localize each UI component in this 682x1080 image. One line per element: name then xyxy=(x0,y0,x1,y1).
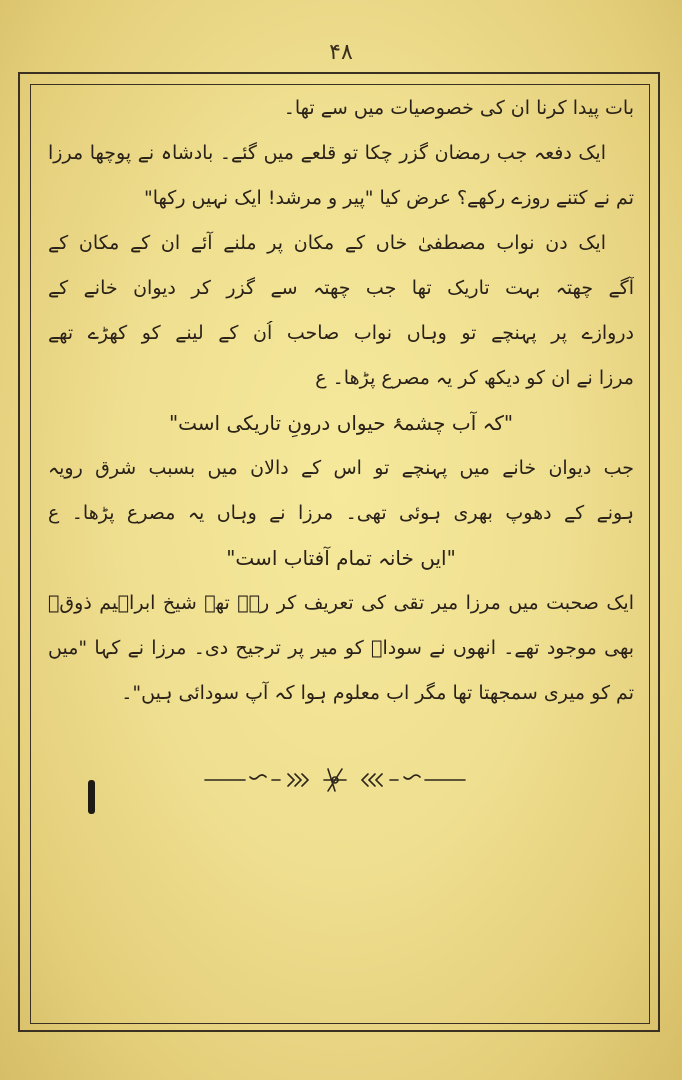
text-line: مرزا نے ان کو دیکھ کر یہ مصرع پڑھا۔ ع xyxy=(315,367,634,389)
ink-mark xyxy=(88,780,95,814)
text-line: ہونے کے دھوپ بھری ہوئی تھی۔ مرزا نے وہاں یہ مصرع پڑھا۔ ع xyxy=(48,502,634,524)
text-line: ایک دفعہ جب رمضان گزر چکا تو قلعے میں گئے۔ بادشاہ نے پوچھا مرزا xyxy=(48,142,606,164)
page-body xyxy=(48,96,634,726)
text-line: آگے چھتہ بہت تاریک تھا جب چھتہ سے گزر کر دیوان خانے کے xyxy=(48,277,634,299)
decorative-divider-icon xyxy=(200,765,470,795)
text-line: جب دیوان خانے میں پہنچے تو اس کے دالان میں بسبب شرق رویہ xyxy=(48,457,634,479)
text-line: دروازے پر پہنچے تو وہاں نواب صاحب اُن کے لینے کو کھڑے تھے xyxy=(48,322,634,344)
text-line: بات پیدا کرنا ان کی خصوصیات میں سے تھا۔ xyxy=(283,97,634,119)
verse-line: "کہ آب چشمۂ حیواں درونِ تاریکی است" xyxy=(168,411,514,435)
text-line: تم نے کتنے روزے رکھے؟ عرض کیا "پیر و مرشد! ایک نہیں رکھا" xyxy=(144,187,634,209)
text-line: بھی موجود تھے۔ انھوں نے سوداؔ کو میر پر ترجیح دی۔ مرزا نے کہا "میں xyxy=(48,637,634,659)
text-line: ایک دن نواب مصطفیٰ خاں کے مکان پر ملنے آئے ان کے مکان کے xyxy=(48,232,606,254)
page-number: ۴۸ xyxy=(329,40,353,65)
verse-line: "ایں خانہ تمام آفتاب است" xyxy=(226,546,456,570)
text-line: ایک صحبت میں مرزا میر تقی کی تعریف کر رہے تھے شیخ ابراہیم ذوقؔ xyxy=(48,592,634,614)
text-line: تم کو میری سمجھتا تھا مگر اب معلوم ہوا کہ آپ سودائی ہیں"۔ xyxy=(121,682,634,704)
